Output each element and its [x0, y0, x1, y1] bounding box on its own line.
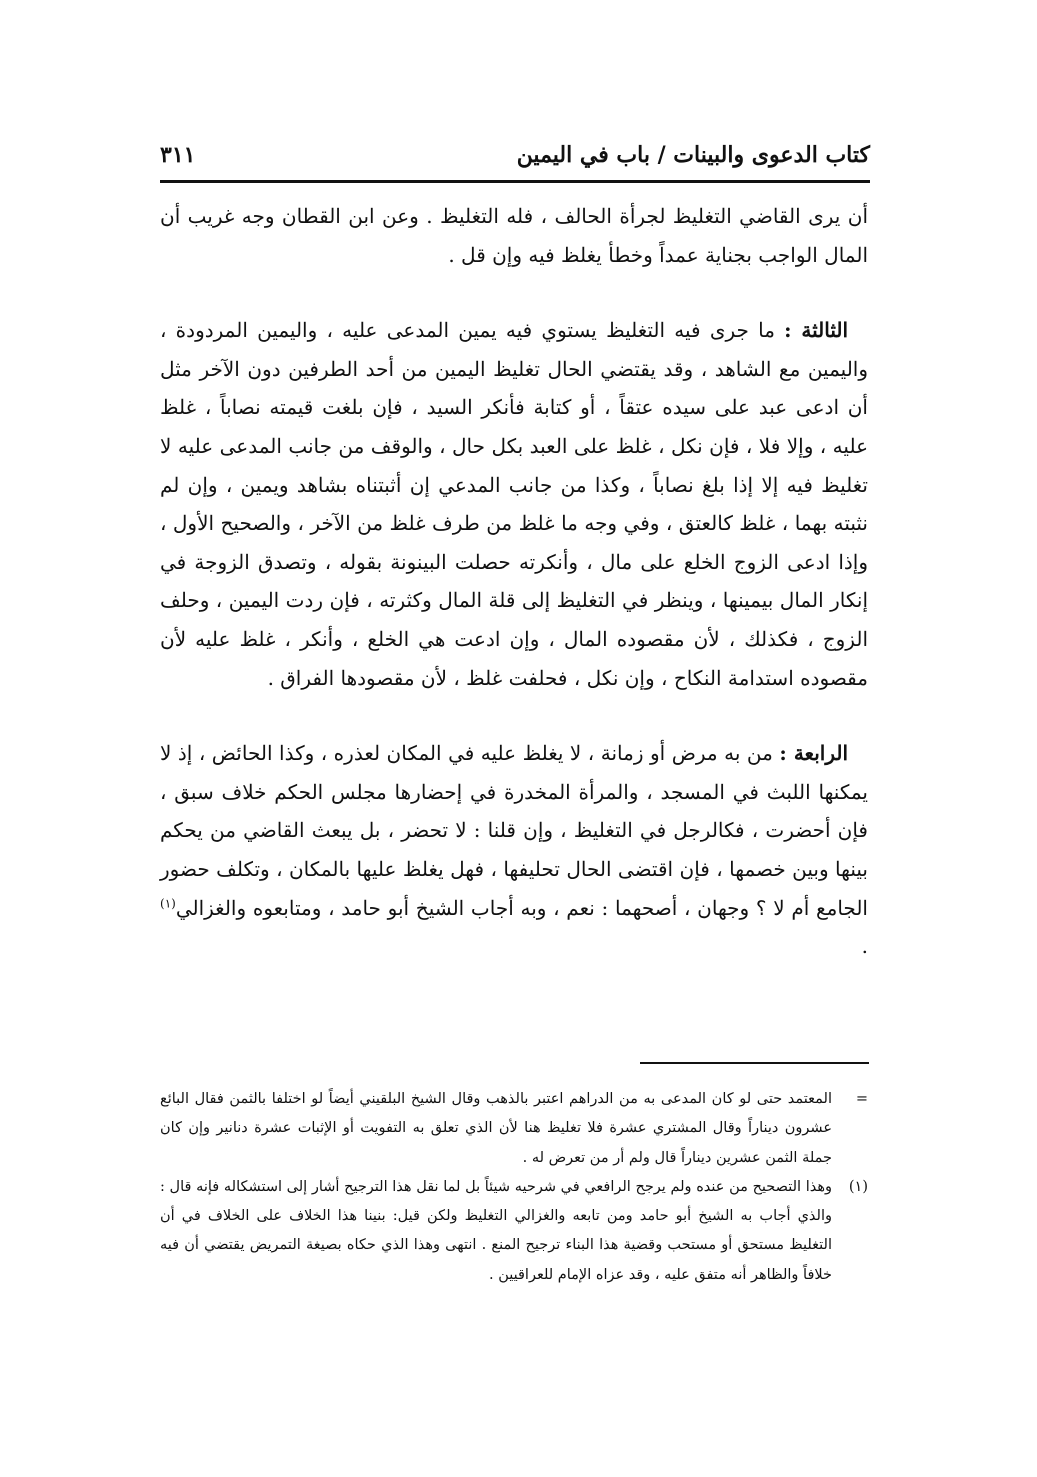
footnote-reference: (١)	[160, 895, 176, 910]
footnote-continuation-text: المعتمد حتى لو كان المدعى به من الدراهم اعتبر بالذهب وقال الشيخ البلقيني أيضاً لو اختلفا بالثمن فقال البائع عشرون ديناراً وقال المشتري عشرة فلا تغليظ هنا لأن الذي تعلق به التفويت أو الإثبات عشرة دنانير وإن كان جملة الثمن عشرين ديناراً قال ولم أر من تعرض له .	[160, 1091, 832, 1166]
footnote-continuation-marker: =	[855, 1091, 868, 1107]
paragraph-3-text: من به مرض أو زمانة ، لا يغلظ عليه في المكان لعذره ، وكذا الحائض ، إذ لا يمكنها اللبث في المسجد ، والمرأة المخدرة في إحضارها مجلس الحكم خلاف سبق ، فإن أحضرت ، فكالرجل في التغليظ ، وإن قلنا : لا تحضر ، بل يبعث القاضي من يحكم بينها وبين خصمها ، فإن اقتضى الحال تحليفها ، فهل يغلظ عليها بالمكان ، وتكلف حضور الجامع أم لا ؟ وجهان ، أصحهما : نعم ، وبه أجاب الشيخ أبو حامد ، ومتابعوه والغزالي	[160, 741, 868, 920]
paragraph-3-keyword: الرابعة :	[779, 741, 849, 766]
paragraph-1: أن يرى القاضي التغليظ لجرأة الحالف ، فله التغليظ . وعن ابن القطان وجه غريب أن المال الواجب بجناية عمداً وخطأ يغلظ فيه وإن قل .	[160, 204, 868, 267]
paragraph-3-end: .	[861, 934, 868, 959]
page-header	[160, 142, 870, 176]
paragraph-3	[160, 734, 868, 966]
paragraph-2-keyword: الثالثة :	[784, 318, 849, 343]
paragraph-gap	[160, 697, 868, 734]
footnotes	[160, 1085, 868, 1290]
paragraph-2	[160, 311, 868, 697]
main-text	[160, 197, 868, 966]
paragraph-2-text: ما جرى فيه التغليظ يستوي فيه يمين المدعى عليه ، واليمين المردودة ، واليمين مع الشاهد ، وقد يقتضي الحال تغليظ اليمين من أحد الطرفين دون الآخر مثل أن ادعى عبد على سيده عتقاً ، أو كتابة فأنكر السيد ، فإن بلغت قيمته نصاباً ، غلظ عليه ، وإلا فلا ، فإن نكل ، غلظ على العبد بكل حال ، والوقف من جانب المدعى عليه لا تغليظ فيه إلا إذا بلغ نصاباً ، وكذا من جانب المدعي إن أثبتناه بشاهد ويمين ، وإن لم نثبته بهما ، غلظ كالعتق ، وفي وجه ما غلظ من طرف غلظ من الآخر ، والصحيح الأول ، وإذا ادعى الزوج الخلع على مال ، وأنكرته حصلت البينونة بقوله ، وتصدق الزوجة في إنكار المال بيمينها ، وينظر في التغليظ إلى قلة المال وكثرته ، فإن ردت اليمين ، وحلف الزوج ، فكذلك ، لأن مقصوده المال ، وإن ادعت هي الخلع ، وأنكر ، غلظ عليه لأن مقصوده استدامة النكاح ، وإن نكل ، فحلفت غلظ ، لأن مقصودها الفراق .	[160, 318, 868, 690]
paragraph-gap	[160, 274, 868, 311]
footnote-1	[160, 1173, 868, 1290]
footnote-continuation	[160, 1085, 868, 1173]
page-number: ٣١١	[160, 142, 196, 168]
running-title: كتاب الدعوى والبينات / باب في اليمين	[516, 142, 870, 168]
footnote-1-text: وهذا التصحيح من عنده ولم يرجح الرافعي في شرحيه شيئاً بل لما نقل هذا الترجيح أشار إلى استشكاله فإنه قال : والذي أجاب به الشيخ أبو حامد ومن تابعه والغزالي التغليظ ولكن قيل: بنينا هذا الخلاف على الخلاف في أن التغليظ مستحق أو مستحب وقضية هذا البناء ترجيح المنع . انتهى وهذا الذي حكاه بصيغة التمريض يقتضي أن فيه خلافاً والظاهر أنه متفق عليه ، وقد عزاه الإمام للعراقيين .	[160, 1178, 832, 1283]
footnote-1-marker: (١)	[848, 1178, 868, 1195]
footnote-rule	[640, 1062, 869, 1064]
header-rule	[160, 180, 870, 183]
